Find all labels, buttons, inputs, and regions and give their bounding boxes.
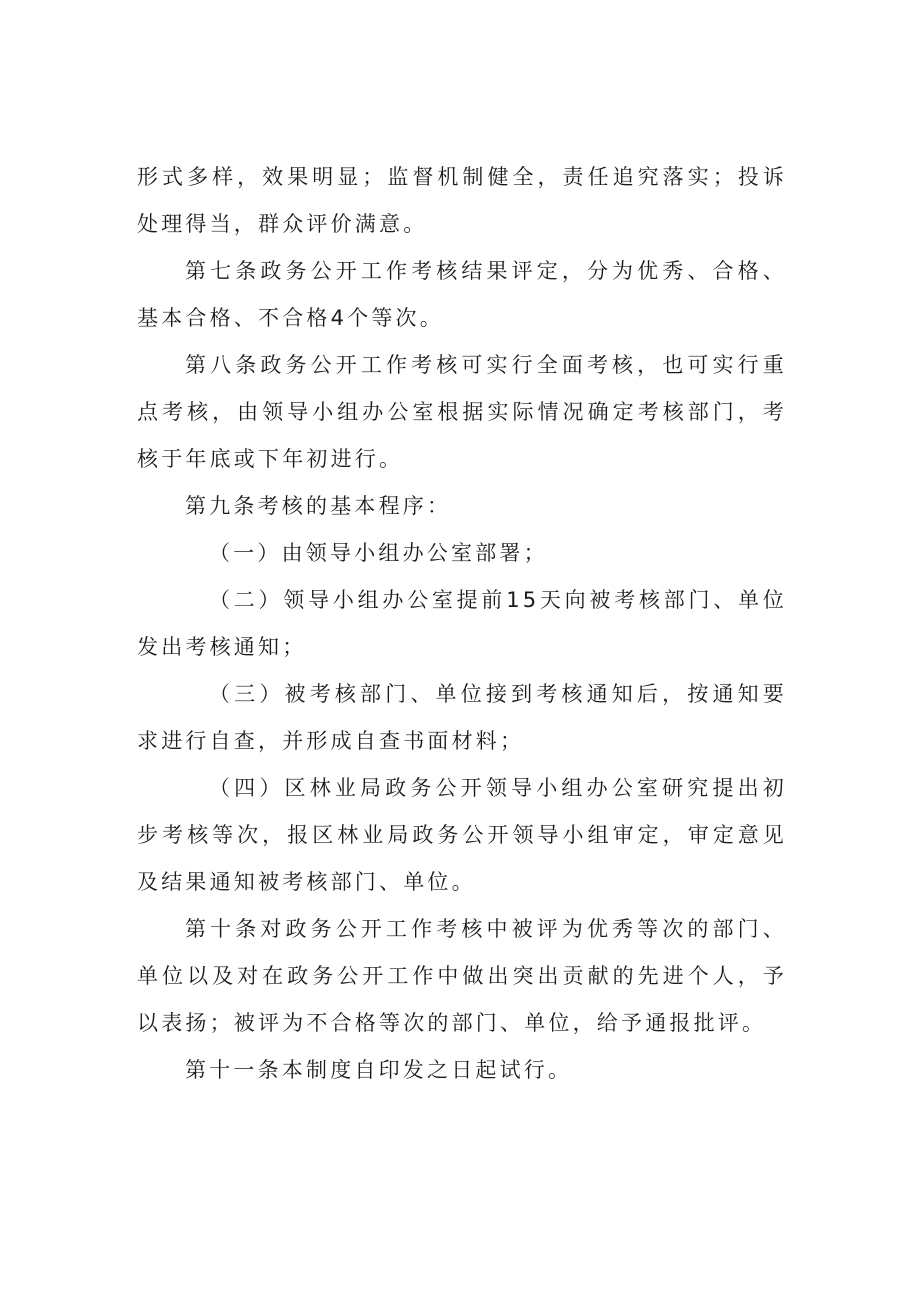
article-11: 第十一条本制度自印发之日起试行。	[185, 1058, 573, 1082]
article-10: 第十条对政务公开工作考核中被评为优秀等次的部门、单位以及对在政务公开工作中做出突出贡献的先进个人，予以表扬；被评为不合格等次的部门、单位，给予通报批评。	[137, 917, 787, 1035]
procedure-item-1: （一）由领导小组办公室部署；	[209, 541, 548, 565]
paragraph-continuation: 形式多样，效果明显；监督机制健全，责任追究落实；投诉处理得当，群众评价满意。	[137, 165, 787, 236]
article-9: 第九条考核的基本程序：	[185, 494, 452, 518]
procedure-item-3: （三）被考核部门、单位接到考核通知后，按通知要求进行自查，并形成自查书面材料；	[137, 682, 787, 753]
document-page	[137, 154, 787, 1094]
article-8: 第八条政务公开工作考核可实行全面考核，也可实行重点考核，由领导小组办公室根据实际情况确定考核部门，考核于年底或下年初进行。	[137, 353, 787, 471]
article-7: 第七条政务公开工作考核结果评定，分为优秀、合格、基本合格、不合格4个等次。	[137, 259, 787, 330]
procedure-item-2: （二）领导小组办公室提前15天向被考核部门、单位发出考核通知；	[137, 588, 787, 659]
procedure-item-4: （四）区林业局政务公开领导小组办公室研究提出初步考核等次，报区林业局政务公开领导小组审定，审定意见及结果通知被考核部门、单位。	[137, 776, 787, 894]
